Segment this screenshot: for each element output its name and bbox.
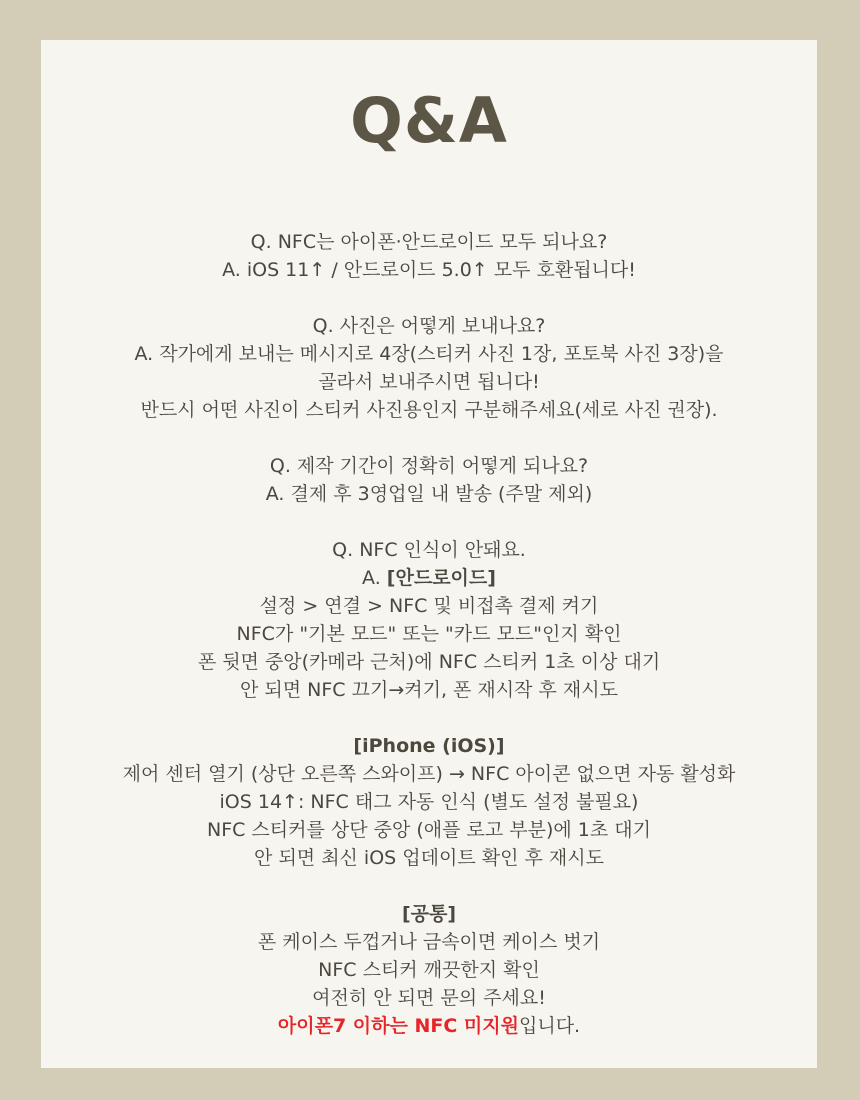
- iphone-step: iOS 14↑: NFC 태그 자동 인식 (별도 설정 불필요): [219, 791, 639, 813]
- qa-content: [41, 228, 817, 1040]
- answer-prefix: A.: [362, 567, 387, 589]
- question-photos: Q. 사진은 어떻게 보내나요?: [312, 315, 546, 337]
- iphone-heading: [iPhone (iOS)]: [353, 735, 505, 757]
- notice-suffix: 입니다.: [518, 1015, 581, 1037]
- answer-photos-line-3: 반드시 어떤 사진이 스티커 사진용인지 구분해주세요(세로 사진 권장).: [140, 399, 718, 421]
- common-step: NFC 스티커 깨끗한지 확인: [318, 959, 540, 981]
- iphone-step: NFC 스티커를 상단 중앙 (애플 로고 부분)에 1초 대기: [206, 819, 651, 841]
- page-title: Q&A: [350, 84, 508, 157]
- answer-compatibility: A. iOS 11↑ / 안드로이드 5.0↑ 모두 호환됩니다!: [222, 259, 636, 281]
- android-step: 설정 > 연결 > NFC 및 비접촉 결제 켜기: [259, 595, 599, 617]
- common-heading: [공통]: [401, 903, 457, 925]
- question-production-time: Q. 제작 기간이 정확히 어떻게 되나요?: [269, 455, 589, 477]
- iphone-step: 제어 센터 열기 (상단 오른쪽 스와이프) → NFC 아이콘 없으면 자동 활성화: [122, 763, 736, 785]
- android-step: NFC가 "기본 모드" 또는 "카드 모드"인지 확인: [236, 623, 622, 645]
- notice-line: [41, 1012, 817, 1040]
- question-compatibility: Q. NFC는 아이폰·안드로이드 모두 되나요?: [250, 231, 608, 253]
- qa-card: [41, 40, 817, 1068]
- common-step: 여전히 안 되면 문의 주세요!: [312, 987, 546, 1009]
- android-heading: [안드로이드]: [386, 567, 496, 589]
- android-heading-line: [41, 564, 817, 592]
- question-nfc-recognition: Q. NFC 인식이 안돼요.: [332, 539, 526, 561]
- answer-photos-line-1: A. 작가에게 보내는 메시지로 4장(스티커 사진 1장, 포토북 사진 3장)을: [134, 343, 724, 365]
- android-step: 폰 뒷면 중앙(카메라 근처)에 NFC 스티커 1초 이상 대기: [197, 651, 661, 673]
- answer-photos-line-2: 골라서 보내주시면 됩니다!: [318, 371, 540, 393]
- iphone-step: 안 되면 최신 iOS 업데이트 확인 후 재시도: [254, 847, 604, 869]
- common-step: 폰 케이스 두껍거나 금속이면 케이스 벗기: [257, 931, 601, 953]
- answer-production-time: A. 결제 후 3영업일 내 발송 (주말 제외): [265, 483, 593, 505]
- unsupported-notice: 아이폰7 이하는 NFC 미지원: [277, 1015, 519, 1037]
- android-step: 안 되면 NFC 끄기→켜기, 폰 재시작 후 재시도: [240, 679, 618, 701]
